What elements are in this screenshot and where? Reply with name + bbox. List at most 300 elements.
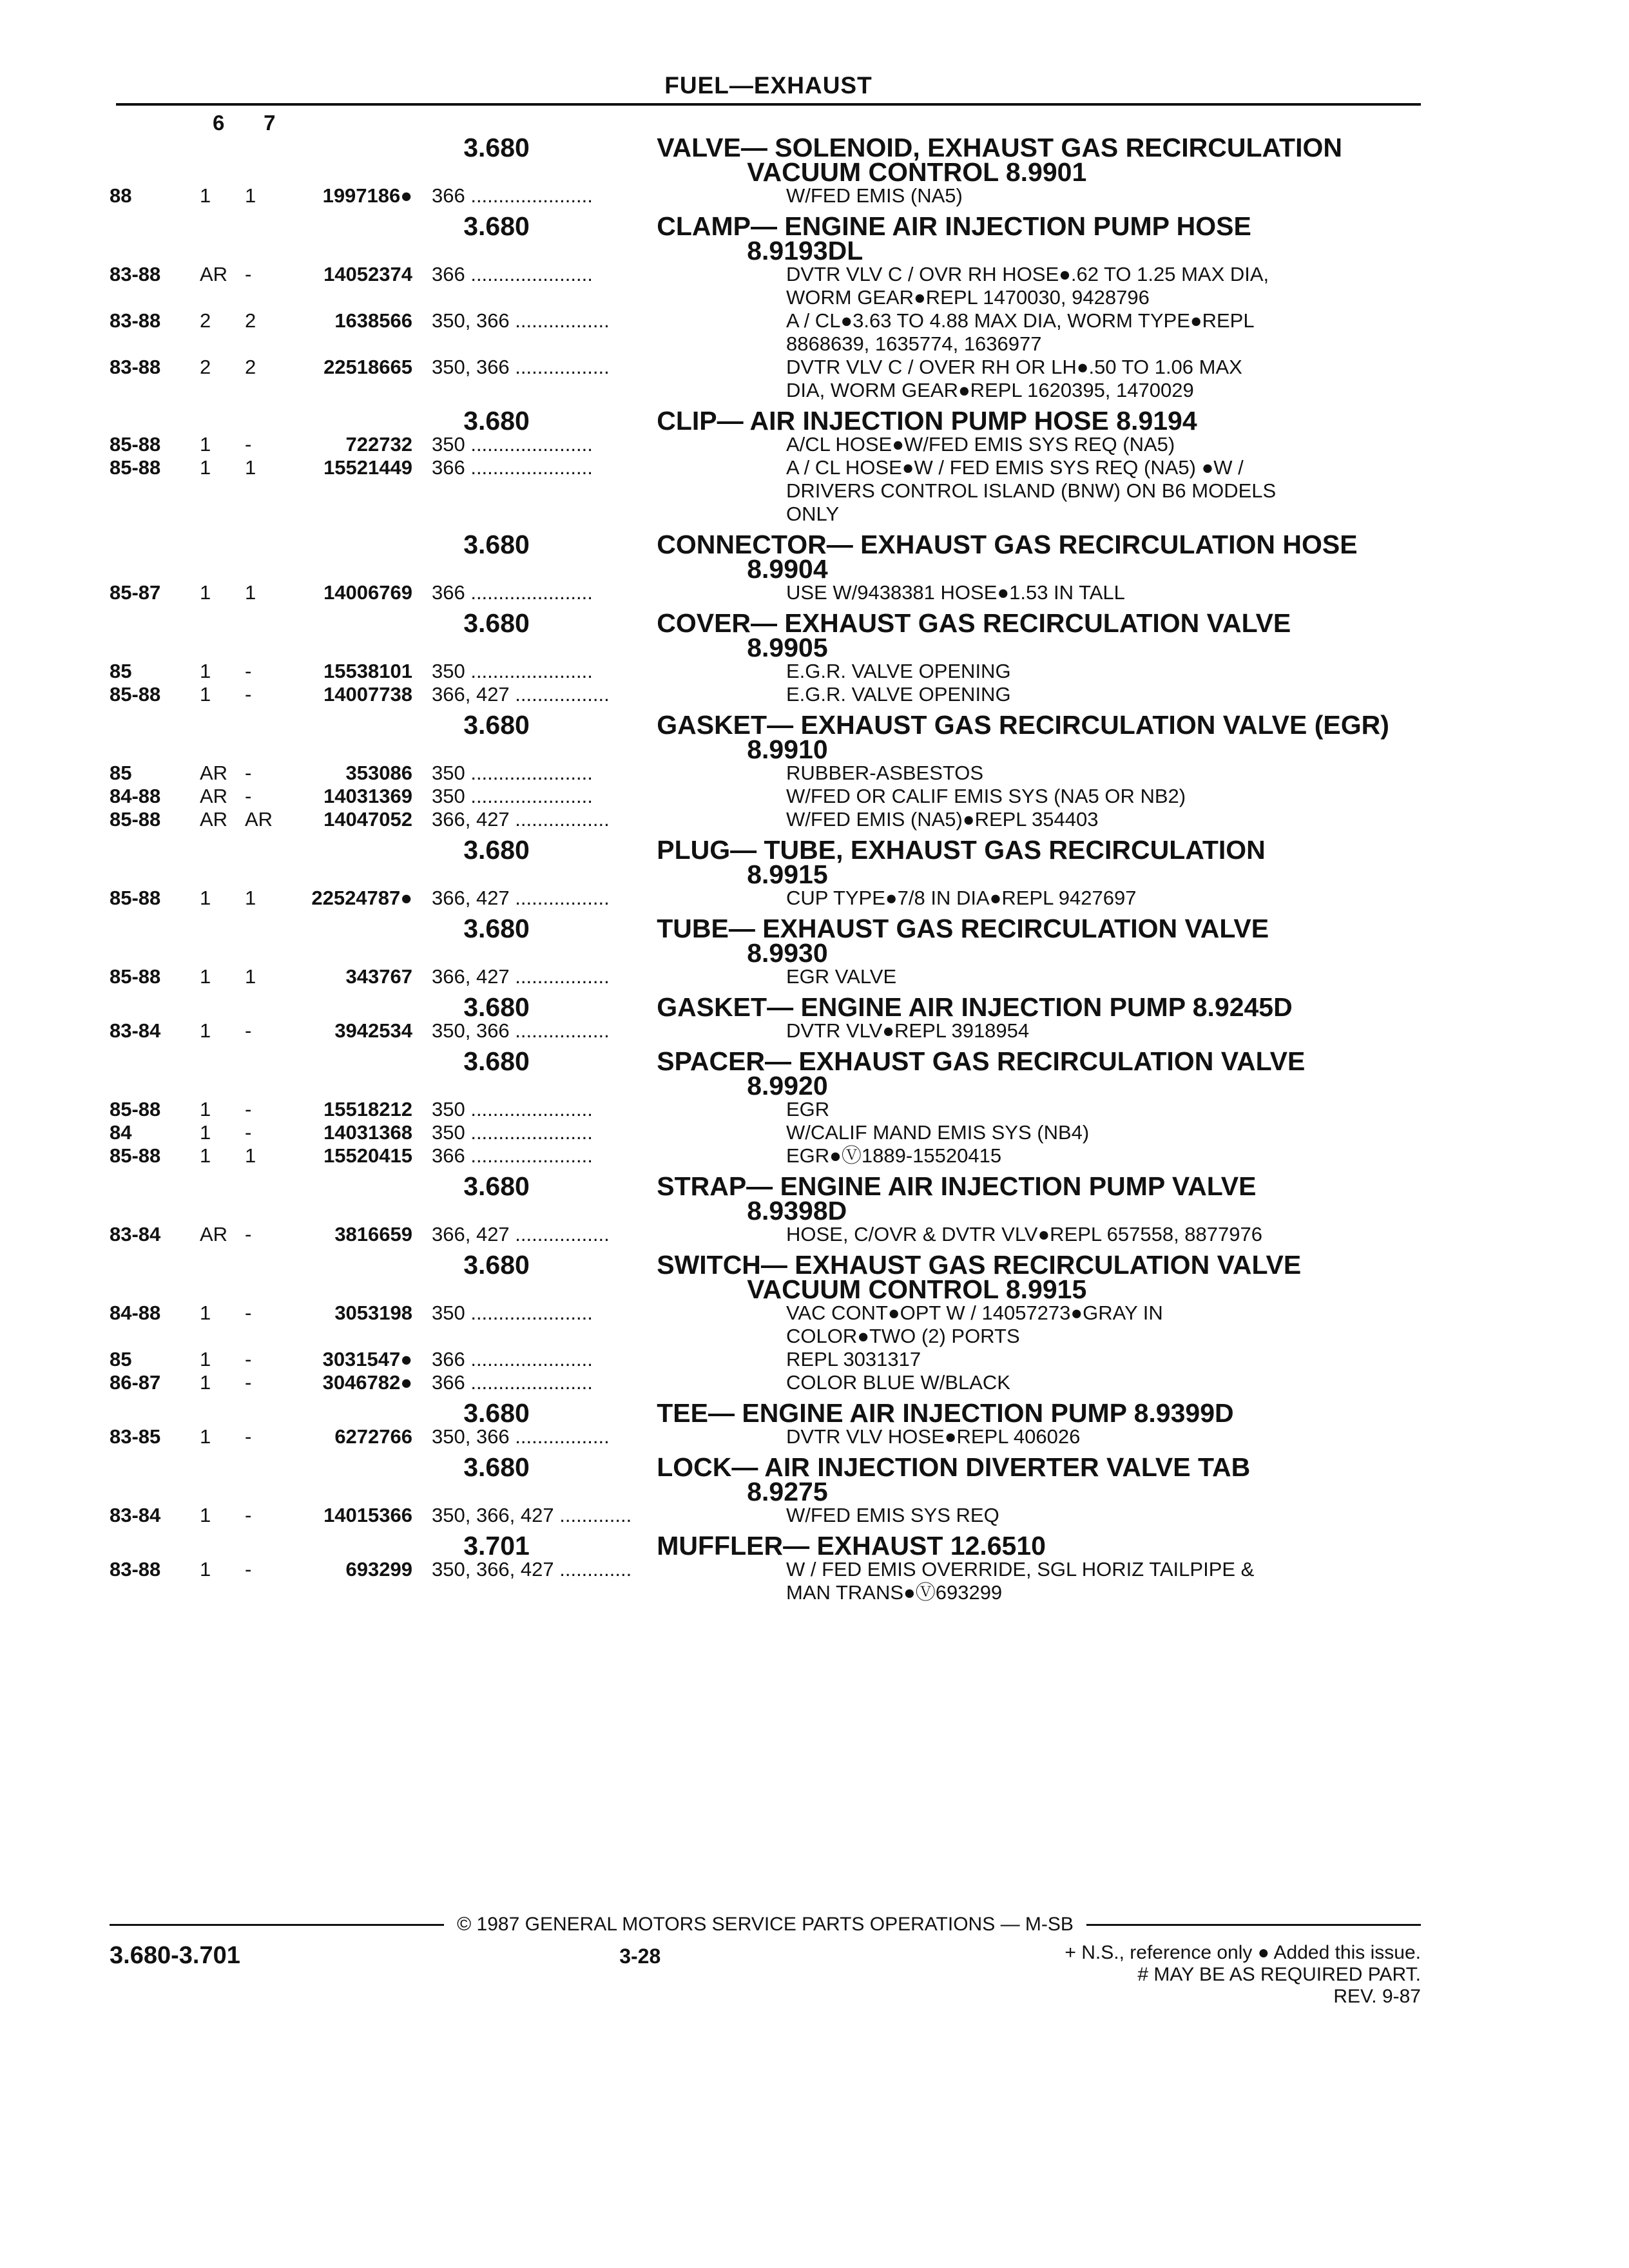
qty-col-7: - [245,785,252,807]
description-line: DVTR VLV C / OVER RH OR LH●.50 TO 1.06 MAX [786,356,1242,378]
model-years: 85-88 [110,433,161,456]
qty-col-6: 1 [200,433,211,456]
qty-col-6: 1 [200,456,211,479]
group-number-cell [110,1171,554,1201]
part-row [110,1425,1437,1448]
part-number: 3046782● [322,1371,412,1394]
group-number-cell [110,211,554,241]
part-number: 343767 [345,965,412,988]
qty-col-7: - [245,1223,252,1245]
part-description [786,433,1369,456]
group-number-cell [110,608,554,638]
part-number: 1638566 [334,309,412,332]
part-description [786,887,1369,910]
group-title-block [657,1250,1437,1304]
qty-col-7: - [245,683,252,706]
group-number: 3.680 [463,530,530,559]
part-group [110,835,1437,910]
group-heading [110,133,1437,187]
qty-col-7: 2 [245,309,256,332]
group-heading [110,835,1437,889]
group-title-block [657,1046,1437,1100]
group-heading [110,710,1437,764]
qty-col-6: AR [200,1223,228,1245]
group-heading [110,914,1437,968]
qty-col-7: - [245,762,252,784]
description-line: W/FED EMIS (NA5) [786,184,963,207]
part-group [110,211,1437,402]
model-years: 84-88 [110,1302,161,1324]
description-line: E.G.R. VALVE OPENING [786,683,1011,706]
part-row [110,263,1437,309]
qty-col-6: 1 [200,1558,211,1581]
qty-col-7: 2 [245,356,256,378]
part-number: 3942534 [334,1019,412,1042]
part-row [110,887,1437,910]
part-description [786,356,1369,402]
engine-codes: 366 ...................... [432,184,593,207]
group-subtitle: 8.9930 [747,938,828,968]
engine-codes: 350 ...................... [432,660,593,682]
model-years: 83-85 [110,1425,161,1448]
model-years: 83-84 [110,1019,161,1042]
group-number-cell [110,835,554,865]
part-description [786,808,1369,831]
copyright-text: © 1987 GENERAL MOTORS SERVICE PARTS OPERATIONS — M-SB [457,1914,1074,1935]
part-description [786,1098,1369,1121]
part-row [110,785,1437,808]
part-row [110,1121,1437,1144]
part-number: 22524787● [311,887,412,909]
qty-col-7: - [245,1425,252,1448]
engine-codes: 350, 366 ................. [432,309,610,332]
group-heading [110,406,1437,436]
group-title: COVER— EXHAUST GAS RECIRCULATION VALVE [657,608,1291,638]
group-heading [110,992,1437,1022]
group-number: 3.701 [463,1531,530,1561]
description-line: EGR●Ⓥ1889-15520415 [786,1144,1002,1167]
part-description [786,1504,1369,1527]
part-number: 3031547● [322,1348,412,1370]
page-footer [110,1914,1421,2008]
model-years: 85-88 [110,1098,161,1120]
part-description [786,1371,1369,1394]
legend-line-3: REV. 9-87 [1333,1986,1421,2007]
group-subtitle: 8.9910 [747,735,828,764]
part-number: 14031368 [323,1121,412,1144]
part-description [786,660,1369,683]
description-line: EGR VALVE [786,965,897,988]
description-line: W/FED EMIS SYS REQ [786,1504,999,1526]
description-line: DIA, WORM GEAR●REPL 1620395, 1470029 [786,379,1194,401]
group-heading [110,608,1437,662]
column-header [213,111,309,135]
model-years: 85-88 [110,887,161,909]
qty-col-7: 1 [245,965,256,988]
part-row [110,184,1437,207]
part-description [786,581,1369,604]
part-number: 14006769 [323,581,412,604]
part-description [786,965,1369,988]
qty-col-7: - [245,1504,252,1526]
group-subtitle: VACUUM CONTROL 8.9901 [747,157,1087,187]
group-title-block [657,1531,1437,1561]
group-heading [110,1046,1437,1100]
part-description [786,309,1369,356]
group-title-block [657,133,1437,187]
part-row [110,581,1437,604]
group-title: SPACER— EXHAUST GAS RECIRCULATION VALVE [657,1046,1306,1076]
part-row [110,965,1437,988]
part-row [110,456,1437,526]
part-number: 14052374 [323,263,412,285]
part-group [110,608,1437,706]
engine-codes: 350 ...................... [432,1098,593,1120]
group-number: 3.680 [463,914,530,943]
group-heading [110,1250,1437,1304]
part-group [110,1046,1437,1168]
part-group [110,1452,1437,1527]
part-description [786,785,1369,808]
qty-col-7: 1 [245,887,256,909]
model-years: 83-88 [110,1558,161,1581]
description-line: EGR [786,1098,830,1120]
engine-codes: 350 ...................... [432,433,593,456]
group-number-cell [110,1531,554,1561]
description-line: W/FED OR CALIF EMIS SYS (NA5 OR NB2) [786,785,1186,807]
group-number: 3.680 [463,1046,530,1076]
section-range: 3.680-3.701 [110,1942,240,1969]
engine-codes: 366 ...................... [432,1348,593,1370]
group-number: 3.680 [463,1171,530,1201]
description-line: ONLY [786,503,840,525]
group-number: 3.680 [463,133,530,162]
qty-col-6: AR [200,263,228,285]
model-years: 85 [110,1348,132,1370]
qty-col-6: AR [200,808,228,831]
part-number: 14007738 [323,683,412,706]
group-title-block [657,710,1437,764]
description-line: DVTR VLV●REPL 3918954 [786,1019,1030,1042]
description-line: CUP TYPE●7/8 IN DIA●REPL 9427697 [786,887,1137,909]
model-years: 84 [110,1121,132,1144]
footer-row [110,1942,1421,2008]
group-number-cell [110,135,554,160]
part-description [786,1348,1369,1371]
engine-codes: 366 ...................... [432,1371,593,1394]
part-description [786,1144,1369,1168]
group-title-block [657,608,1437,662]
description-line: RUBBER-ASBESTOS [786,762,984,784]
part-group [110,1533,1437,1604]
group-number: 3.680 [463,835,530,865]
part-number: 353086 [345,762,412,784]
description-line: DRIVERS CONTROL ISLAND (BNW) ON B6 MODELS [786,479,1277,502]
group-number: 3.680 [463,406,530,436]
group-title: LOCK— AIR INJECTION DIVERTER VALVE TAB [657,1452,1251,1482]
model-years: 85-88 [110,808,161,831]
model-years: 84-88 [110,785,161,807]
group-title-block [657,1452,1437,1506]
legend [1065,1942,1421,2008]
part-row [110,1223,1437,1246]
group-subtitle: 8.9275 [747,1477,828,1506]
group-number: 3.680 [463,992,530,1022]
footer-rule-right [1086,1924,1421,1926]
footer-rule-left [110,1924,444,1926]
column-6-label: 6 [213,111,225,135]
model-years: 85-88 [110,683,161,706]
part-description [786,762,1369,785]
group-number: 3.680 [463,1250,530,1280]
part-row [110,762,1437,785]
group-subtitle: 8.9398D [747,1196,847,1225]
legend-line-2: # MAY BE AS REQUIRED PART. [1137,1964,1421,1985]
group-number-cell [110,406,554,436]
group-heading [110,1398,1437,1428]
part-description [786,1223,1369,1246]
part-row [110,433,1437,456]
description-line: DVTR VLV C / OVR RH HOSE●.62 TO 1.25 MAX DIA, [786,263,1269,285]
group-heading [110,211,1437,265]
qty-col-6: 1 [200,660,211,682]
part-group [110,992,1437,1043]
qty-col-7: 1 [245,184,256,207]
engine-codes: 350 ...................... [432,1302,593,1324]
engine-codes: 366, 427 ................. [432,808,610,831]
parts-list [110,135,1437,1611]
part-number: 15521449 [323,456,412,479]
part-number: 15520415 [323,1144,412,1167]
qty-col-6: 1 [200,1371,211,1394]
group-title: CLIP— AIR INJECTION PUMP HOSE 8.9194 [657,406,1197,436]
model-years: 83-84 [110,1223,161,1245]
part-row [110,808,1437,831]
engine-codes: 366, 427 ................. [432,1223,610,1245]
part-group [110,1250,1437,1394]
description-line: W / FED EMIS OVERRIDE, SGL HORIZ TAILPIPE & [786,1558,1255,1581]
qty-col-7: - [245,1121,252,1144]
group-heading [110,1531,1437,1561]
qty-col-7: - [245,1302,252,1324]
group-number-cell [110,1452,554,1482]
group-number-cell [110,992,554,1022]
group-title-block [657,835,1437,889]
description-line: REPL 3031317 [786,1348,921,1370]
group-number-cell [110,710,554,740]
qty-col-6: 1 [200,1019,211,1042]
group-title: PLUG— TUBE, EXHAUST GAS RECIRCULATION [657,835,1266,865]
group-number-cell [110,916,554,941]
qty-col-7: AR [245,808,273,831]
group-heading [110,1171,1437,1225]
part-row [110,1144,1437,1168]
model-years: 85-88 [110,965,161,988]
engine-codes: 350, 366 ................. [432,1425,610,1448]
engine-codes: 350, 366, 427 ............. [432,1504,632,1526]
group-number-cell [110,532,554,557]
model-years: 85-88 [110,1144,161,1167]
part-number: 6272766 [334,1425,412,1448]
part-row [110,1558,1437,1604]
group-title: STRAP— ENGINE AIR INJECTION PUMP VALVE [657,1171,1257,1201]
engine-codes: 366 ...................... [432,263,593,285]
qty-col-7: - [245,263,252,285]
group-number-cell [110,1046,554,1076]
group-heading [110,530,1437,584]
part-number: 15538101 [323,660,412,682]
qty-col-6: 1 [200,1425,211,1448]
part-number: 15518212 [323,1098,412,1120]
description-line: A / CL●3.63 TO 4.88 MAX DIA, WORM TYPE●REPL [786,309,1255,332]
part-description [786,456,1369,526]
part-number: 3053198 [334,1302,412,1324]
legend-line-1: + N.S., reference only ● Added this issue. [1065,1942,1421,1963]
model-years: 88 [110,184,132,207]
part-group [110,1171,1437,1246]
qty-col-6: 1 [200,965,211,988]
part-row [110,1302,1437,1348]
group-subtitle: 8.9905 [747,633,828,662]
description-line: E.G.R. VALVE OPENING [786,660,1011,682]
group-number-cell [110,1398,554,1428]
description-line: MAN TRANS●Ⓥ693299 [786,1581,1003,1604]
group-title-block [657,530,1437,584]
group-heading [110,1452,1437,1506]
group-title-block [657,1398,1437,1428]
part-description [786,1019,1369,1043]
engine-codes: 366, 427 ................. [432,887,610,909]
group-title-block [657,1171,1437,1225]
group-title-block [657,211,1437,265]
group-number: 3.680 [463,1398,530,1428]
qty-col-7: - [245,1019,252,1042]
part-description [786,1425,1369,1448]
group-subtitle: 8.9915 [747,860,828,889]
group-title: GASKET— ENGINE AIR INJECTION PUMP 8.9245D [657,992,1293,1022]
footer-left [110,1942,660,2008]
engine-codes: 366 ...................... [432,456,593,479]
group-number-cell [110,1250,554,1280]
group-number: 3.680 [463,211,530,241]
model-years: 83-84 [110,1504,161,1526]
part-description [786,263,1369,309]
qty-col-7: - [245,1098,252,1120]
qty-col-7: - [245,660,252,682]
qty-col-6: 1 [200,1504,211,1526]
column-7-label: 7 [264,111,276,135]
copyright-line [110,1914,1421,1936]
group-number: 3.680 [463,1452,530,1482]
qty-col-6: 1 [200,184,211,207]
group-title-block [657,992,1437,1022]
page-header [116,72,1421,106]
description-line: COLOR BLUE W/BLACK [786,1371,1010,1394]
model-years: 83-88 [110,356,161,378]
qty-col-6: 2 [200,356,211,378]
part-row [110,356,1437,402]
part-description [786,184,1369,207]
qty-col-6: AR [200,785,228,807]
part-group [110,135,1437,207]
group-title: TUBE— EXHAUST GAS RECIRCULATION VALVE [657,914,1269,943]
model-years: 83-88 [110,263,161,285]
qty-col-7: - [245,1558,252,1581]
part-number: 14047052 [323,808,412,831]
description-line: COLOR●TWO (2) PORTS [786,1325,1020,1347]
part-number: 693299 [345,1558,412,1581]
description-line: 8868639, 1635774, 1636977 [786,332,1042,355]
description-line: A/CL HOSE●W/FED EMIS SYS REQ (NA5) [786,433,1175,456]
part-number: 3816659 [334,1223,412,1245]
description-line: USE W/9438381 HOSE●1.53 IN TALL [786,581,1125,604]
group-title: SWITCH— EXHAUST GAS RECIRCULATION VALVE [657,1250,1302,1280]
header-rule [116,103,1421,106]
group-subtitle: 8.9193DL [747,236,863,265]
part-description [786,1558,1369,1604]
qty-col-6: 1 [200,1348,211,1370]
engine-codes: 366, 427 ................. [432,965,610,988]
engine-codes: 366 ...................... [432,1144,593,1167]
part-description [786,683,1369,706]
model-years: 83-88 [110,309,161,332]
engine-codes: 350, 366 ................. [432,356,610,378]
description-line: W/CALIF MAND EMIS SYS (NB4) [786,1121,1090,1144]
qty-col-6: 1 [200,1098,211,1120]
qty-col-7: 1 [245,1144,256,1167]
description-line: HOSE, C/OVR & DVTR VLV●REPL 657558, 8877976 [786,1223,1262,1245]
model-years: 85 [110,762,132,784]
model-years: 85 [110,660,132,682]
engine-codes: 350 ...................... [432,762,593,784]
group-number: 3.680 [463,608,530,638]
qty-col-6: 2 [200,309,211,332]
part-row [110,1019,1437,1043]
part-number: 722732 [345,433,412,456]
part-number: 14031369 [323,785,412,807]
group-title: GASKET— EXHAUST GAS RECIRCULATION VALVE (EGR) [657,710,1389,740]
qty-col-7: 1 [245,456,256,479]
model-years: 85-88 [110,456,161,479]
part-description [786,1302,1369,1348]
part-group [110,916,1437,988]
description-line: VAC CONT●OPT W / 14057273●GRAY IN [786,1302,1163,1324]
part-row [110,1504,1437,1527]
qty-col-6: AR [200,762,228,784]
part-group [110,532,1437,604]
page-number: 3-28 [619,1945,661,1968]
part-row [110,309,1437,356]
qty-col-7: - [245,1371,252,1394]
qty-col-6: 1 [200,1302,211,1324]
engine-codes: 350, 366, 427 ............. [432,1558,632,1581]
description-line: A / CL HOSE●W / FED EMIS SYS REQ (NA5) ●W / [786,456,1244,479]
part-row [110,1348,1437,1371]
group-title-block [657,406,1437,436]
part-description [786,1121,1369,1144]
group-title: MUFFLER— EXHAUST 12.6510 [657,1531,1046,1561]
group-subtitle: 8.9904 [747,554,828,584]
qty-col-7: 1 [245,581,256,604]
engine-codes: 366, 427 ................. [432,683,610,706]
qty-col-6: 1 [200,1144,211,1167]
engine-codes: 350 ...................... [432,1121,593,1144]
part-group [110,408,1437,526]
group-title-block [657,914,1437,968]
part-row [110,660,1437,683]
description-line: DVTR VLV HOSE●REPL 406026 [786,1425,1081,1448]
group-title: VALVE— SOLENOID, EXHAUST GAS RECIRCULATION [657,133,1342,162]
